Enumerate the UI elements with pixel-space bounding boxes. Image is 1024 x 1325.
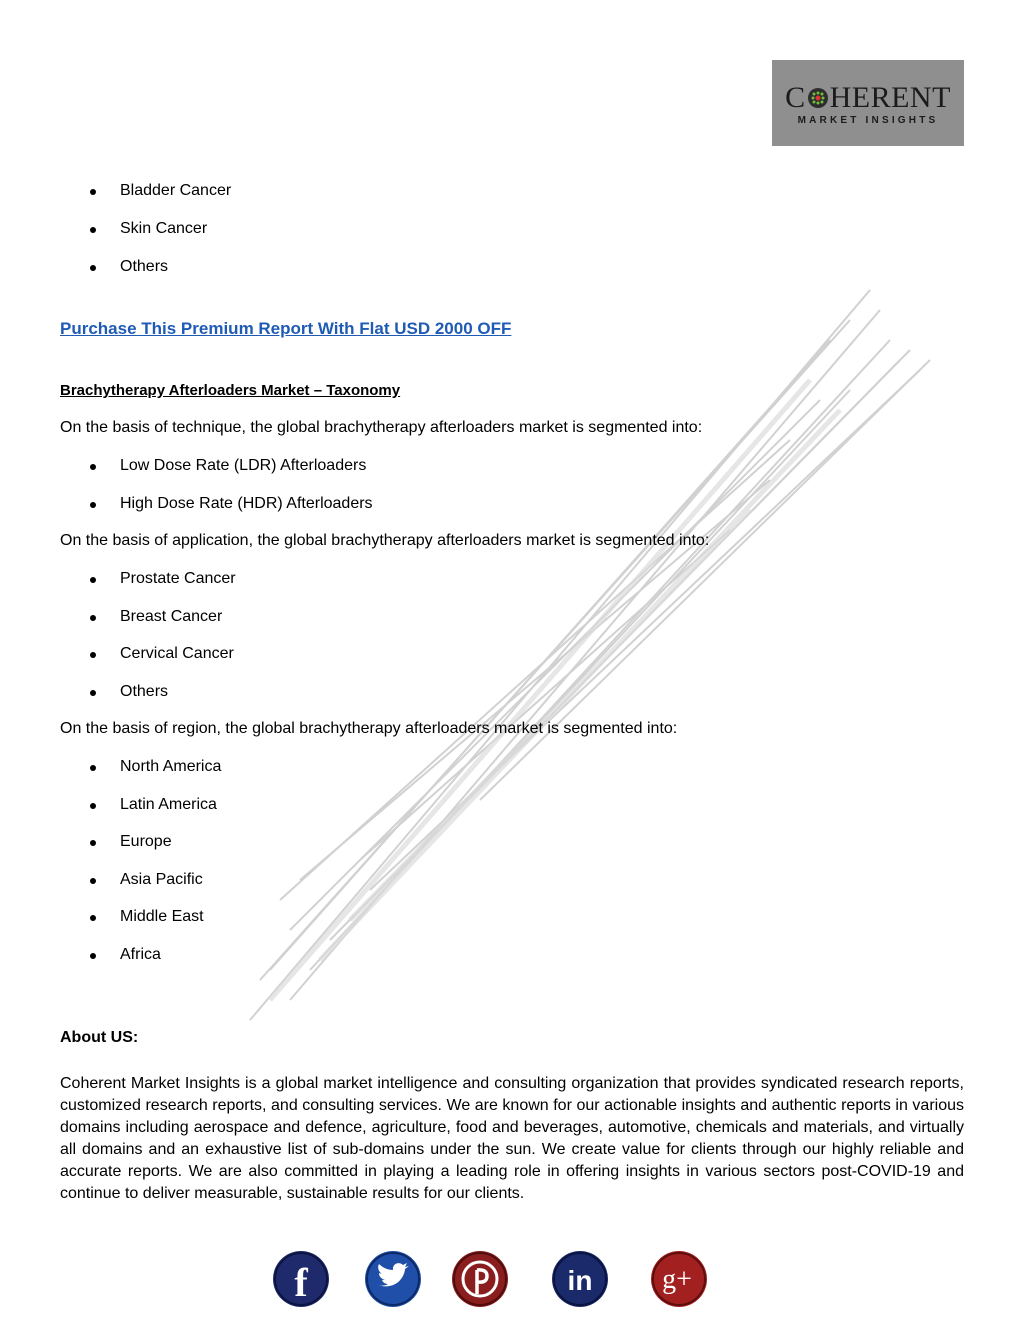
list-item-text: Skin Cancer <box>120 220 208 237</box>
logo-tagline: MARKET INSIGHTS <box>797 115 939 126</box>
list-item-text: Europe <box>120 833 172 850</box>
list-item-text: Africa <box>120 946 161 963</box>
logo-letter-c: C <box>785 81 806 114</box>
list-item-text: North America <box>120 758 222 775</box>
list-item-text: Bladder Cancer <box>120 182 232 199</box>
google-plus-icon[interactable] <box>650 1250 708 1308</box>
logo-letters-herent: HERENT <box>829 81 951 114</box>
google-plus-glyph: g+ <box>662 1264 692 1295</box>
list-item-text: Asia Pacific <box>120 871 203 888</box>
bullet-dot <box>90 652 96 658</box>
list-item-text: Middle East <box>120 908 204 925</box>
about-heading: About US: <box>60 1029 139 1046</box>
list-item-text: Prostate Cancer <box>120 570 236 587</box>
list-item-text: Cervical Cancer <box>120 645 234 662</box>
list-item-text: Others <box>120 683 169 700</box>
bullet-dot <box>90 615 96 621</box>
list-item-text: Low Dose Rate (LDR) Afterloaders <box>120 457 367 474</box>
bullet-dot <box>90 502 96 508</box>
region-intro: On the basis of region, the global brachytherapy afterloaders market is segmented into: <box>60 720 678 737</box>
bullet-dot <box>90 765 96 771</box>
about-paragraph: Coherent Market Insights is a global market intelligence and consulting organization that provides syndicated research reports, customized research reports, and consulting services. We are known for our actionable insights and authentic reports in various domains including aerospace and defence, agriculture, food and beverages, automotive, chemicals and materials, and virtually all domains and an exhaustive list of sub-domains under the sun. We create value for clients through our highly reliable and accurate reports. We are also committed in playing a leading role in offering insights in various sectors post-COVID-19 and continue to deliver measurable, sustainable results for our clients. <box>60 1075 964 1202</box>
bullet-dot <box>90 690 96 696</box>
bullet-dot <box>90 840 96 846</box>
bullet-dot <box>90 189 96 195</box>
application-intro: On the basis of application, the global brachytherapy afterloaders market is segmented into: <box>60 532 710 549</box>
facebook-glyph: f <box>294 1260 308 1305</box>
globe-icon <box>807 87 829 109</box>
list-item-text: Others <box>120 258 169 275</box>
bullet-dot <box>90 953 96 959</box>
twitter-icon[interactable] <box>364 1250 422 1308</box>
facebook-icon[interactable] <box>272 1250 330 1308</box>
bullet-dot <box>90 577 96 583</box>
taxonomy-heading: Brachytherapy Afterloaders Market – Taxonomy <box>60 382 401 399</box>
logo-wordmark <box>772 83 964 113</box>
linkedin-icon[interactable] <box>551 1250 609 1308</box>
bullet-dot <box>90 464 96 470</box>
linkedin-glyph: in <box>567 1265 593 1296</box>
technique-intro: On the basis of technique, the global brachytherapy afterloaders market is segmented into: <box>60 419 703 436</box>
bullet-dot <box>90 915 96 921</box>
pinterest-icon[interactable] <box>451 1250 509 1308</box>
bullet-dot <box>90 803 96 809</box>
list-item-text: Latin America <box>120 796 217 813</box>
bullet-dot <box>90 265 96 271</box>
purchase-report-link[interactable]: Purchase This Premium Report With Flat USD 2000 OFF <box>60 319 512 338</box>
list-item-text: Breast Cancer <box>120 608 223 625</box>
bullet-dot <box>90 227 96 233</box>
list-item-text: High Dose Rate (HDR) Afterloaders <box>120 495 373 512</box>
company-logo[interactable] <box>772 60 964 146</box>
bullet-dot <box>90 878 96 884</box>
